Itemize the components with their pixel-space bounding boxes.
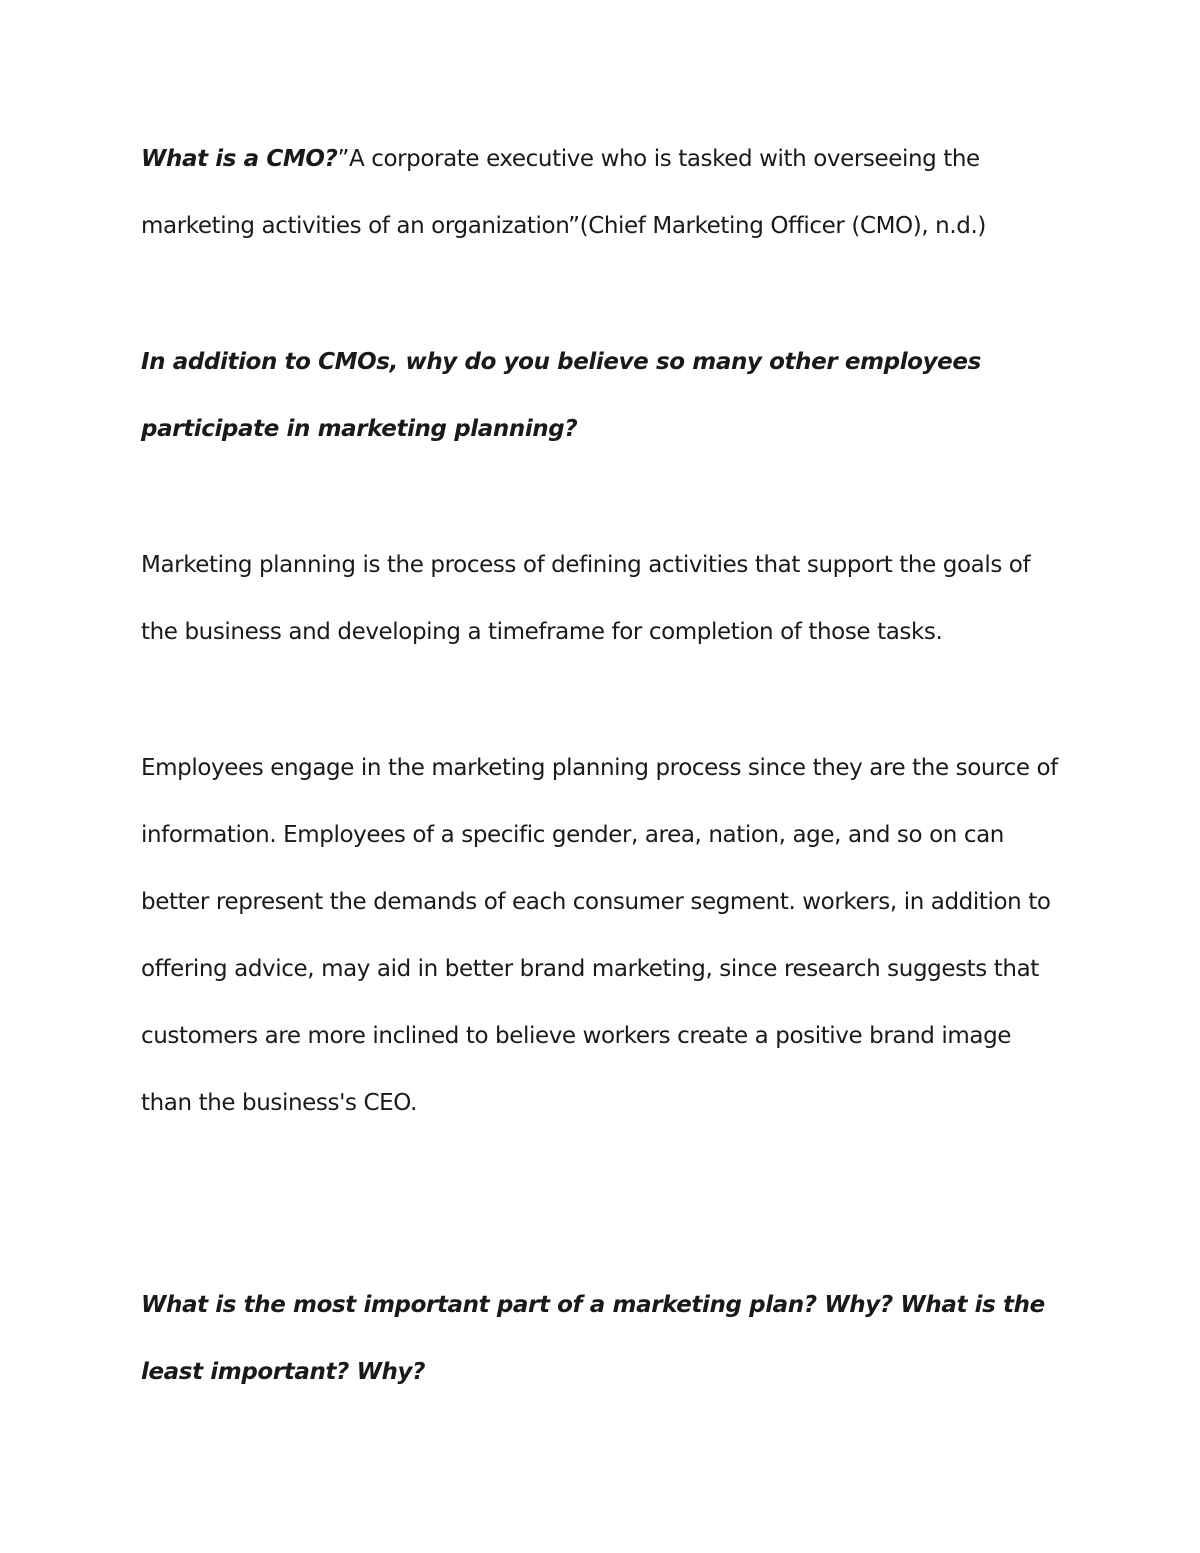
question-employees-participate: In addition to CMOs, why do you believe so many other employees participate in marketing planning?: [141, 349, 981, 442]
document-body: [141, 126, 1061, 1406]
cmo-definition-text: ”A corporate executive who is tasked with overseeing the marketing activities of an organization”(Chief Marketing Officer (CMO), n.d.): [141, 146, 986, 239]
paragraph-marketing-planning: Marketing planning is the process of defining activities that support the goals of the business and developing a timeframe for completion of those tasks.: [141, 552, 1031, 645]
question-what-is-cmo: What is a CMO?: [141, 146, 338, 172]
paragraph-employees-engage: Employees engage in the marketing planning process since they are the source of information. Employees of a specific gender, area, nation, age, and so on can better represent the demands of each consumer segment. workers, in addition to offering advice, may aid in better brand marketing, since research suggests that customers are more inclined to believe workers create a positive brand image than the business's CEO.: [141, 755, 1058, 1116]
paragraph-spacer: [141, 1137, 1061, 1272]
paragraph-spacer: [141, 260, 1061, 329]
question-most-important-part: What is the most important part of a marketing plan? Why? What is the least important? Why?: [141, 1292, 1045, 1385]
paragraph-spacer: [141, 666, 1061, 735]
paragraph-cmo-definition: [141, 126, 1061, 260]
paragraph-spacer: [141, 463, 1061, 532]
